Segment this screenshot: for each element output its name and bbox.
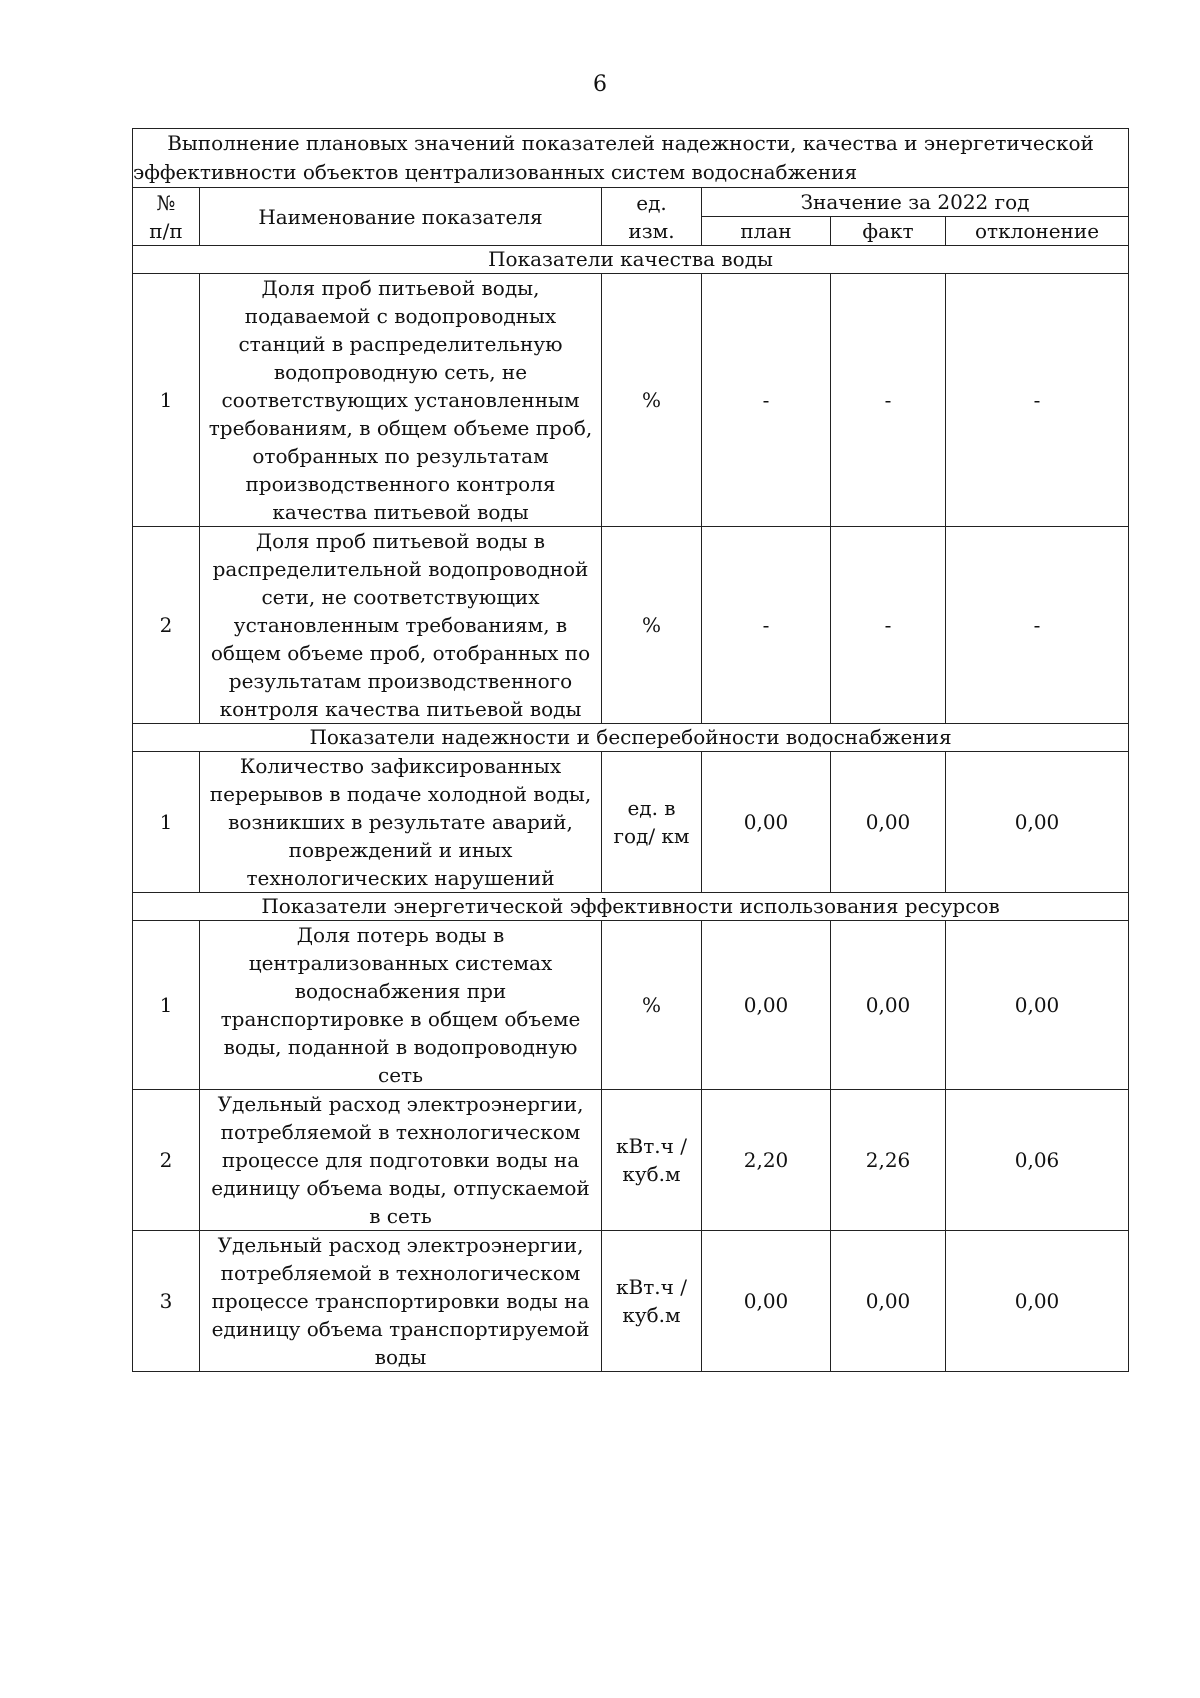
indicator-name-line: подаваемой с водопроводных	[244, 304, 557, 328]
indicator-name-line: установленным требованиям, в	[233, 613, 568, 637]
header-num-line2: п/п	[149, 218, 183, 243]
header-deviation: отклонение	[946, 217, 1129, 246]
indicator-name	[200, 274, 602, 527]
unit-cell	[602, 274, 702, 527]
section-row	[133, 893, 1129, 921]
table-title: Выполнение плановых значений показателей надежности, качества и энергетической эффективности объектов централизованных систем водоснабжения	[133, 129, 1129, 188]
unit-line: куб.м	[622, 1303, 681, 1327]
fact-value: 0,00	[831, 752, 946, 893]
plan-value: 0,00	[702, 1231, 831, 1372]
header-unit-line1: ед.	[636, 190, 667, 215]
unit-line: %	[641, 388, 661, 412]
plan-value: 0,00	[702, 752, 831, 893]
header-value-group: Значение за 2022 год	[702, 188, 1129, 217]
unit-line: кВт.ч /	[616, 1134, 687, 1158]
header-fact: факт	[831, 217, 946, 246]
indicator-name-line: результатам производственного	[228, 669, 573, 693]
unit-line: год/ км	[613, 824, 690, 848]
indicator-name-line: перерывов в подаче холодной воды,	[209, 782, 592, 806]
unit-line: %	[641, 993, 661, 1017]
indicator-name-line: общем объеме проб, отобранных по	[210, 641, 591, 665]
header-unit	[602, 188, 702, 246]
indicator-name-line: единицу объема транспортируемой	[211, 1317, 590, 1341]
header-num	[133, 188, 200, 246]
indicator-name-line: Удельный расход электроэнергии,	[217, 1092, 584, 1116]
indicator-name-line: воды	[374, 1345, 427, 1369]
table-row	[133, 921, 1129, 1090]
fact-value: -	[831, 527, 946, 724]
deviation-value: -	[946, 274, 1129, 527]
plan-value: 0,00	[702, 921, 831, 1090]
table-row	[133, 527, 1129, 724]
unit-line: ед. в	[627, 796, 676, 820]
section-title: Показатели качества воды	[133, 246, 1129, 274]
indicator-name-line: отобранных по результатам	[252, 444, 549, 468]
indicator-name-line: воды, поданной в водопроводную	[223, 1035, 578, 1059]
indicator-name-line: водопроводную сеть, не	[273, 360, 528, 384]
section-row	[133, 246, 1129, 274]
deviation-value: 0,00	[946, 921, 1129, 1090]
unit-line: куб.м	[622, 1162, 681, 1186]
indicator-name	[200, 1231, 602, 1372]
row-number: 2	[133, 1090, 200, 1231]
header-name: Наименование показателя	[200, 188, 602, 246]
fact-value: 2,26	[831, 1090, 946, 1231]
page-number: 6	[593, 72, 607, 97]
table-title-row	[133, 129, 1129, 188]
unit-cell	[602, 527, 702, 724]
header-row-1	[133, 188, 1129, 217]
indicator-name-line: Удельный расход электроэнергии,	[217, 1233, 584, 1257]
plan-value: -	[702, 527, 831, 724]
indicator-name-line: сеть	[378, 1063, 423, 1087]
table-row	[133, 1231, 1129, 1372]
indicator-name-line: повреждений и иных	[288, 838, 513, 862]
indicator-name-line: технологических нарушений	[246, 866, 555, 890]
deviation-value: 0,06	[946, 1090, 1129, 1231]
indicator-name-line: транспортировке в общем объеме	[220, 1007, 581, 1031]
indicator-name-line: единицу объема воды, отпускаемой	[211, 1176, 590, 1200]
indicator-name	[200, 527, 602, 724]
section-title: Показатели надежности и бесперебойности водоснабжения	[133, 724, 1129, 752]
indicator-name-line: Количество зафиксированных	[239, 754, 562, 778]
indicator-name-line: распределительной водопроводной	[212, 557, 589, 581]
indicator-name-line: возникших в результате аварий,	[228, 810, 573, 834]
indicator-name-line: Доля проб питьевой воды,	[261, 276, 540, 300]
indicator-name-line: требованиям, в общем объеме проб,	[208, 416, 593, 440]
indicator-name	[200, 1090, 602, 1231]
unit-cell	[602, 752, 702, 893]
table-row	[133, 1090, 1129, 1231]
indicator-name-line: водоснабжения при	[294, 979, 507, 1003]
plan-value: -	[702, 274, 831, 527]
indicator-name-line: Доля потерь воды в	[296, 923, 505, 947]
deviation-value: 0,00	[946, 1231, 1129, 1372]
section-row	[133, 724, 1129, 752]
plan-value: 2,20	[702, 1090, 831, 1231]
section-title: Показатели энергетической эффективности использования ресурсов	[133, 893, 1129, 921]
indicator-name-line: соответствующих установленным	[221, 388, 580, 412]
fact-value: 0,00	[831, 921, 946, 1090]
indicator-name	[200, 921, 602, 1090]
deviation-value: -	[946, 527, 1129, 724]
unit-cell	[602, 1090, 702, 1231]
indicator-name-line: в сеть	[369, 1204, 432, 1228]
indicator-name	[200, 752, 602, 893]
row-number: 2	[133, 527, 200, 724]
row-number: 1	[133, 921, 200, 1090]
indicators-table	[132, 128, 1129, 1372]
indicator-name-line: контроля качества питьевой воды	[219, 697, 582, 721]
row-number: 3	[133, 1231, 200, 1372]
indicator-name-line: производственного контроля	[245, 472, 556, 496]
header-plan: план	[702, 217, 831, 246]
unit-cell	[602, 921, 702, 1090]
indicator-name-line: потребляемой в технологическом	[220, 1261, 581, 1285]
header-num-line1: №	[156, 190, 176, 215]
header-unit-line2: изм.	[628, 218, 675, 243]
row-number: 1	[133, 752, 200, 893]
unit-line: %	[641, 613, 661, 637]
indicator-name-line: качества питьевой воды	[272, 500, 529, 524]
indicator-name-line: процессе для подготовки воды на	[221, 1148, 580, 1172]
row-number: 1	[133, 274, 200, 527]
unit-cell	[602, 1231, 702, 1372]
deviation-value: 0,00	[946, 752, 1129, 893]
indicator-name-line: сети, не соответствующих	[261, 585, 540, 609]
table-row	[133, 752, 1129, 893]
indicator-name-line: централизованных системах	[248, 951, 553, 975]
indicator-name-line: Доля проб питьевой воды в	[255, 529, 546, 553]
fact-value: -	[831, 274, 946, 527]
indicator-name-line: потребляемой в технологическом	[220, 1120, 581, 1144]
unit-line: кВт.ч /	[616, 1275, 687, 1299]
table-row	[133, 274, 1129, 527]
fact-value: 0,00	[831, 1231, 946, 1372]
indicator-name-line: станций в распределительную	[238, 332, 563, 356]
indicator-name-line: процессе транспортировки воды на	[211, 1289, 590, 1313]
